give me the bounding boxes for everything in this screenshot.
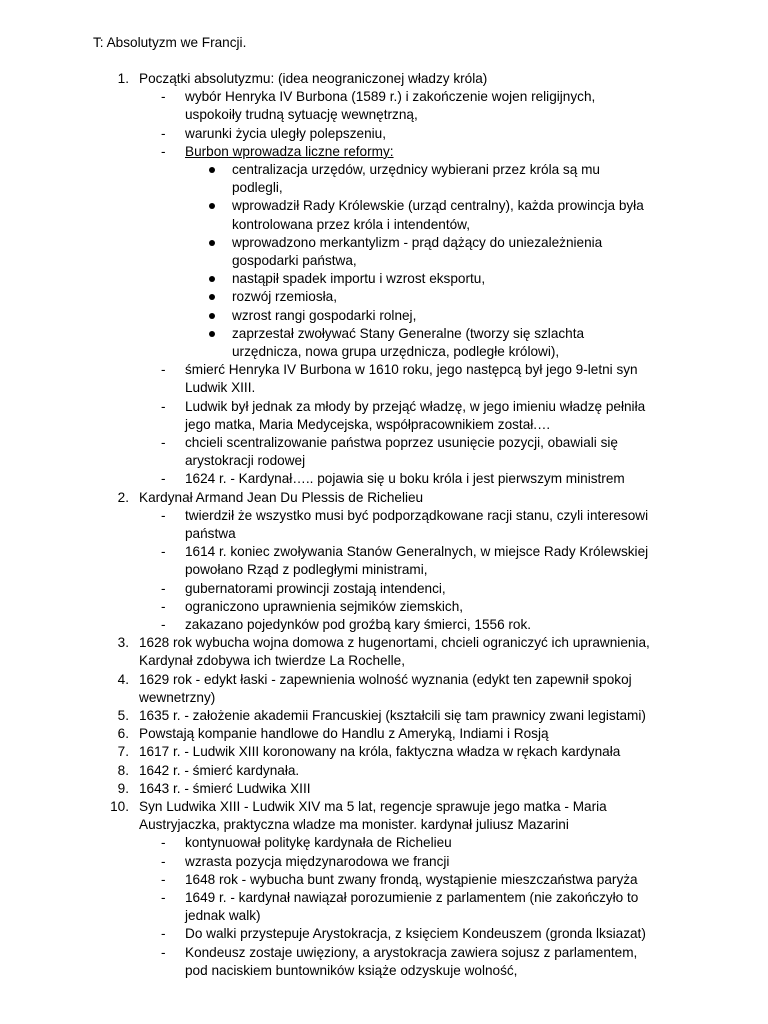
- dash-marker: -: [161, 471, 166, 487]
- item-number: 6.: [117, 726, 129, 742]
- dash-marker: -: [161, 598, 166, 614]
- dash-marker: -: [161, 871, 166, 887]
- bullet-text-line: rozwój rzemiosła,: [232, 289, 337, 305]
- subitem-text-line: zakazano pojedynków pod groźbą kary śmierci, 1556 rok.: [185, 617, 532, 632]
- dash-marker: -: [161, 835, 166, 851]
- dash-marker: -: [161, 617, 166, 632]
- dash-marker: -: [161, 544, 166, 560]
- dash-marker: -: [161, 944, 166, 960]
- subitem-text-line: 1649 r. - kardynał nawiązał porozumienie z parlamentem (nie zakończyło to: [185, 890, 639, 905]
- dash-marker: -: [161, 507, 166, 523]
- subitem-text-line: gubernatorami prowincji zostają intendenci,: [185, 580, 446, 596]
- item-text-line: Syn Ludwika XIII - Ludwik XIV ma 5 lat, regencje sprawuje jego matka - Maria: [139, 799, 607, 814]
- dash-marker: -: [161, 398, 166, 414]
- subitem-text-line: twierdził że wszystko musi być podporządkowane racji stanu, czyli interesowi: [185, 507, 649, 523]
- subitem-text-line: Ludwik XIII.: [185, 380, 256, 396]
- subitem-text-line: państwa: [185, 526, 236, 541]
- item-number: 5.: [117, 708, 129, 723]
- subitem-text-line: Burbon wprowadza liczne reformy:: [185, 143, 394, 159]
- item-number: 3.: [117, 635, 129, 651]
- subitem-text-line: Ludwik był jednak za młody by przejąć władzę, w jego imieniu władzę pełniła: [185, 398, 646, 414]
- item-text-line: Kardynał Armand Jean Du Plessis de Richelieu: [139, 489, 424, 505]
- bullet-marker: [209, 167, 215, 173]
- subitem-text-line: 1648 rok - wybucha bunt zwany frondą, wystąpienie mieszczaństwa paryża: [185, 871, 638, 887]
- bullet-marker: [209, 240, 215, 246]
- item-text-line: wewnetrzny): [139, 689, 216, 705]
- subitem-text-line: 1624 r. - Kardynał….. pojawia się u boku króla i jest pierwszym ministrem: [185, 471, 625, 487]
- item-number: 2.: [117, 489, 129, 505]
- bullet-text-line: kontrolowana przez króla i intendentów,: [232, 216, 471, 232]
- bullet-text-line: podlegli,: [232, 180, 283, 196]
- subitem-text-line: chcieli scentralizowanie państwa poprzez usunięcie pozycji, obawiali się: [185, 435, 618, 450]
- dash-marker: -: [161, 143, 166, 159]
- subitem-text-line: powołano Rząd z podległymi ministrami,: [185, 562, 428, 578]
- bullet-text-line: centralizacja urzędów, urzędnicy wybierani przez króla są mu: [232, 162, 600, 177]
- item-number: 10.: [110, 799, 129, 814]
- item-text-line: Austryjaczka, praktyczna wladze ma monister. kardynał juliusz Mazarini: [139, 817, 569, 833]
- item-number: 1.: [117, 71, 129, 86]
- dash-marker: -: [161, 362, 166, 378]
- item-number: 4.: [117, 671, 129, 687]
- item-number: 7.: [117, 744, 129, 760]
- item-number: 8.: [117, 762, 129, 778]
- dash-marker: -: [161, 89, 166, 105]
- item-text-line: Powstają kompanie handlowe do Handlu z Ameryką, Indiami i Rosją: [139, 726, 549, 742]
- item-text-line: Kardynał zdobywa ich twierdze La Rochelle,: [139, 653, 405, 669]
- item-text-line: 1629 rok - edykt łaski - zapewnienia wolność wyznania (edykt ten zapewnił spokoj: [139, 671, 632, 687]
- subitem-text-line: uspokoiły trudną sytuację wewnętrzną,: [185, 107, 418, 123]
- document-title: T: Absolutyzm we Francji.: [93, 35, 247, 50]
- item-text-line: 1617 r. - Ludwik XIII koronowany na króla, faktyczna władza w rękach kardynała: [139, 744, 621, 760]
- bullet-text-line: wprowadził Rady Królewskie (urząd centralny), każda prowincja była: [232, 198, 644, 214]
- bullet-text-line: zaprzestał zwoływać Stany Generalne (tworzy się szlachta: [232, 325, 585, 341]
- dash-marker: -: [161, 853, 166, 869]
- subitem-text-line: ograniczono uprawnienia sejmików ziemskich,: [185, 598, 464, 614]
- dash-marker: -: [161, 125, 166, 141]
- subitem-text-line: pod naciskiem buntowników książe odzyskuje wolność,: [185, 962, 518, 978]
- dash-marker: -: [161, 435, 166, 450]
- dash-marker: -: [161, 890, 166, 905]
- item-number: 9.: [117, 780, 129, 796]
- item-text-line: 1635 r. - założenie akademii Francuskiej (kształcili się tam prawnicy zwani legistami): [139, 708, 646, 723]
- subitem-text-line: arystokracji rodowej: [185, 453, 306, 469]
- subitem-text-line: śmierć Henryka IV Burbona w 1610 roku, jego następcą był jego 9-letni syn: [185, 362, 638, 378]
- bullet-marker: [209, 331, 215, 337]
- bullet-text-line: wprowadzono merkantylizm - prąd dążący do uniezależnienia: [232, 234, 603, 250]
- subitem-text-line: 1614 r. koniec zwoływania Stanów Generalnych, w miejsce Rady Królewskiej: [185, 544, 649, 560]
- item-text-line: 1643 r. - śmierć Ludwika XIII: [139, 780, 311, 796]
- subitem-text-line: jednak walk): [185, 908, 261, 924]
- subitem-text-line: kontynuował politykę kardynała de Richelieu: [185, 835, 452, 851]
- bullet-text-line: wzrost rangi gospodarki rolnej,: [232, 307, 417, 323]
- item-text-line: 1628 rok wybucha wojna domowa z hugenortami, chcieli ograniczyć ich uprawnienia,: [139, 635, 650, 651]
- dash-marker: -: [161, 926, 166, 942]
- subitem-text-line: warunki życia uległy polepszeniu,: [185, 125, 386, 141]
- bullet-marker: [209, 203, 215, 209]
- item-text-line: Początki absolutyzmu: (idea neograniczonej władzy króla): [139, 71, 488, 86]
- subitem-text-line: wybór Henryka IV Burbona (1589 r.) i zakończenie wojen religijnych,: [185, 89, 596, 105]
- subitem-text-line: Kondeusz zostaje uwięziony, a arystokracja zawiera sojusz z parlamentem,: [185, 944, 638, 960]
- subitem-text-line: Do walki przystepuje Arystokracja, z księciem Kondeuszem (gronda lksiazat): [185, 926, 646, 942]
- bullet-marker: [209, 313, 215, 319]
- bullet-marker: [209, 276, 215, 282]
- dash-marker: -: [161, 580, 166, 596]
- subitem-text-line: wzrasta pozycja międzynarodowa we francji: [185, 853, 450, 869]
- item-text-line: 1642 r. - śmierć kardynała.: [139, 762, 300, 778]
- bullet-marker: [209, 294, 215, 300]
- bullet-text-line: urzędnicza, nowa grupa urzędnicza, podległe królowi),: [232, 344, 560, 359]
- subitem-text-line: jego matka, Maria Medycejska, współpracownikiem został.…: [185, 416, 551, 432]
- bullet-text-line: nastąpił spadek importu i wzrost eksportu,: [232, 271, 486, 287]
- bullet-text-line: gospodarki państwa,: [232, 253, 357, 268]
